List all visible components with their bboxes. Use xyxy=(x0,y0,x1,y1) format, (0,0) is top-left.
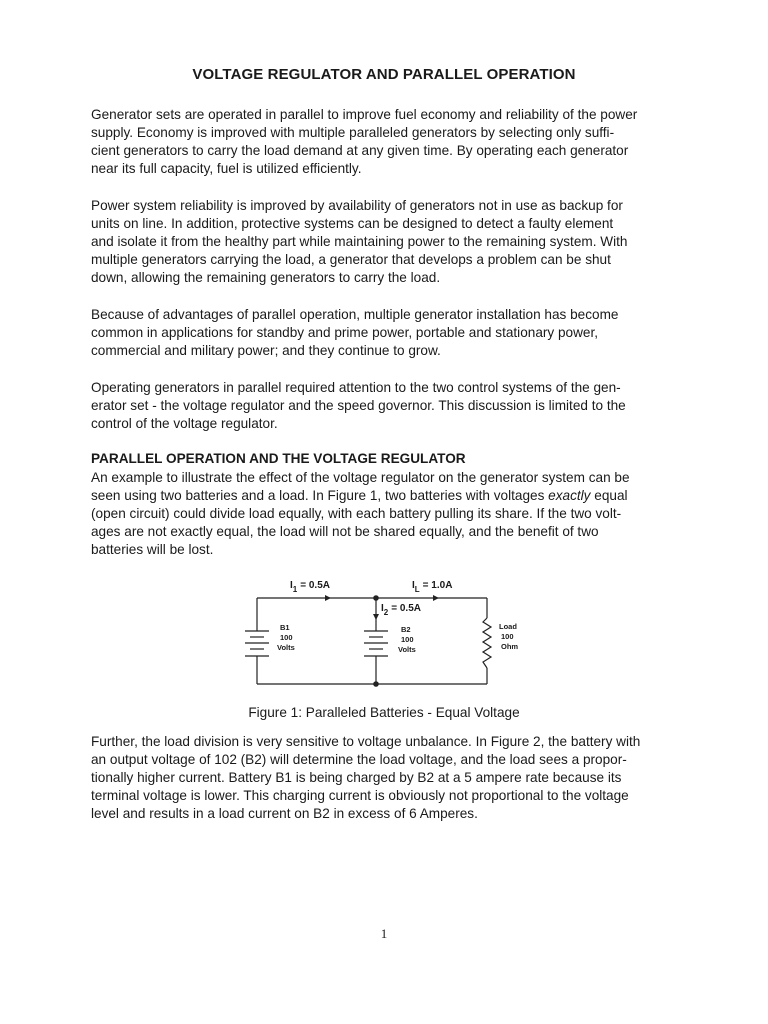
text-line: an output voltage of 102 (B2) will determine the load voltage, and the load sees a propor- xyxy=(91,752,627,767)
paragraph-control-systems xyxy=(91,379,703,433)
document-title: VOLTAGE REGULATOR AND PARALLEL OPERATION xyxy=(192,66,576,83)
text-line: down, allowing the remaining generators to carry the load. xyxy=(91,270,441,285)
text-segment: seen using two batteries and a load. In Figure 1, two batteries with voltages xyxy=(91,488,549,503)
battery-b2-symbol xyxy=(364,631,388,656)
b1-value: 100 xyxy=(280,633,293,642)
section-heading: PARALLEL OPERATION AND THE VOLTAGE REGULATOR xyxy=(91,451,466,466)
text-line: units on line. In addition, protective systems can be designed to detect a faulty element xyxy=(91,216,614,231)
il-label: $I_L = 1.0A$ xyxy=(412,580,453,594)
text-line: Power system reliability is improved by availability of generators not in use as backup for xyxy=(91,198,623,213)
arrow-down-icon xyxy=(373,614,379,620)
paragraph-reliability xyxy=(91,197,703,287)
text-segment: equal xyxy=(590,488,628,503)
paragraph-fuel-economy xyxy=(91,106,703,178)
b1-name: B1 xyxy=(280,623,290,632)
text-line: supply. Economy is improved with multiple paralleled generators by selecting only suffi- xyxy=(91,125,615,140)
text-line: batteries will be lost. xyxy=(91,542,214,557)
text-line xyxy=(91,487,703,505)
text-line: common in applications for standby and prime power, portable and stationary power, xyxy=(91,325,599,340)
text-line: Generator sets are operated in parallel to improve fuel economy and reliability of the power xyxy=(91,107,638,122)
load-unit: Ohm xyxy=(501,642,519,651)
junction-dot-top xyxy=(373,595,379,601)
paragraph-battery-example xyxy=(91,469,703,559)
text-line: ages are not exactly equal, the load will not be shared equally, and the benefit of two xyxy=(91,524,599,539)
b2-name: B2 xyxy=(401,625,411,634)
text-line: erator set - the voltage regulator and the speed governor. This discussion is limited to the xyxy=(91,398,626,413)
figure-caption: Figure 1: Paralleled Batteries - Equal Voltage xyxy=(248,705,520,720)
load-resistor xyxy=(483,618,491,668)
i2-label: $I_2 = 0.5A$ xyxy=(381,603,421,617)
text-line: control of the voltage regulator. xyxy=(91,416,278,431)
arrow-right-icon xyxy=(433,595,439,601)
text-line: Because of advantages of parallel operation, multiple generator installation has become xyxy=(91,307,619,322)
text-line: (open circuit) could divide load equally, with each battery pulling its share. If the two volt- xyxy=(91,506,622,521)
emphasis-text: exactly xyxy=(548,488,591,503)
paragraph-advantages xyxy=(91,306,703,360)
text-line: and isolate it from the healthy part while maintaining power to the remaining system. With xyxy=(91,234,628,249)
load-value: 100 xyxy=(501,632,514,641)
load-name: Load xyxy=(499,622,517,631)
battery-b1-symbol xyxy=(245,631,269,656)
b2-value: 100 xyxy=(401,635,414,644)
text-line: cient generators to carry the load demand at any given time. By operating each generator xyxy=(91,143,629,158)
text-line: Operating generators in parallel required attention to the two control systems of the gen- xyxy=(91,380,621,395)
b1-unit: Volts xyxy=(277,643,295,652)
text-line: level and results in a load current on B2 in excess of 6 Amperes. xyxy=(91,806,478,821)
text-line: multiple generators carrying the load, a generator that develops a problem can be shut xyxy=(91,252,611,267)
paragraph-voltage-unbalance xyxy=(91,733,703,823)
text-line: terminal voltage is lower. This charging current is obviously not proportional to the voltage xyxy=(91,788,629,803)
text-line: tionally higher current. Battery B1 is being charged by B2 at a 5 ampere rate because its xyxy=(91,770,622,785)
circuit-diagram xyxy=(240,574,530,692)
text-line: commercial and military power; and they continue to grow. xyxy=(91,343,441,358)
page-number: 1 xyxy=(380,926,388,941)
text-line: Further, the load division is very sensitive to voltage unbalance. In Figure 2, the battery with xyxy=(91,734,641,749)
text-line: near its full capacity, fuel is utilized efficiently. xyxy=(91,161,362,176)
text-line: An example to illustrate the effect of the voltage regulator on the generator system can be xyxy=(91,470,630,485)
arrow-right-icon xyxy=(325,595,331,601)
b2-unit: Volts xyxy=(398,645,416,654)
circuit-svg xyxy=(240,574,530,692)
junction-dot-bottom xyxy=(373,681,379,687)
i1-label: $I_1 = 0.5A$ xyxy=(290,580,330,594)
